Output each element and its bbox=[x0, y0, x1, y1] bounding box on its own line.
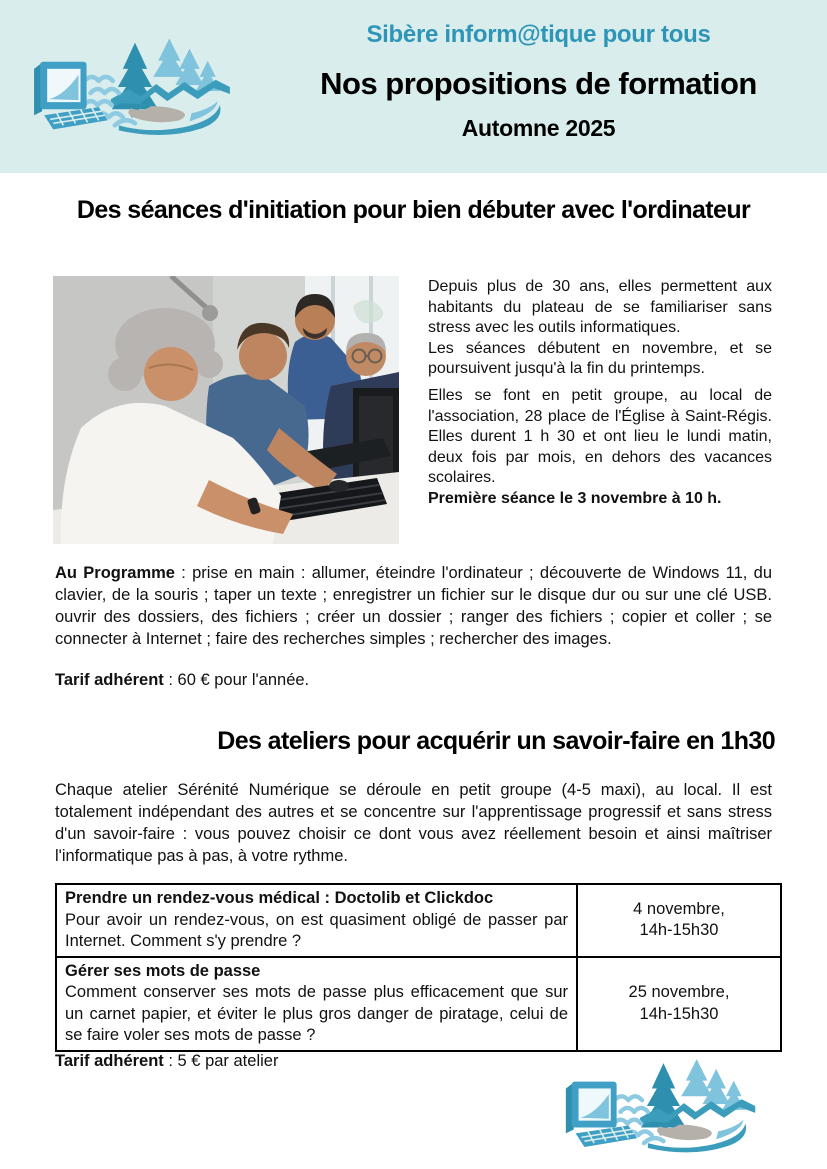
ateliers-intro: Chaque atelier Sérénité Numérique se déroule en petit groupe (4-5 maxi), au local. Il est totalement indépendant des autres et se concentre sur l'apprentissage progressif et sans stress d'un savoir-faire : vous pouvez choisir ce dont vous avez réellement besoin et ainsi maîtriser l'informatique pas à pas, à votre rythme. bbox=[55, 781, 772, 865]
section2-heading: Des ateliers pour acquérir un savoir-faire en 1h30 bbox=[217, 727, 775, 755]
table-row bbox=[56, 957, 781, 1051]
programme-paragraph bbox=[55, 562, 772, 650]
sibere-informatique-logo-footer bbox=[560, 1053, 765, 1161]
programme-label: Au Programme bbox=[55, 564, 175, 582]
tarif-atelier bbox=[55, 1052, 278, 1071]
tarif-atelier-label: Tarif adhérent bbox=[55, 1052, 164, 1070]
workshops-table bbox=[55, 883, 782, 1052]
workshop-date-cell bbox=[577, 957, 781, 1051]
workshop-date-cell bbox=[577, 884, 781, 957]
paragraph-seances: Les séances débutent en novembre, et se poursuivent jusqu'à la fin du printemps. bbox=[428, 339, 772, 378]
paragraph-depuis: Depuis plus de 30 ans, elles permettent aux habitants du plateau de se familiariser sans stress avec les outils informatiques. bbox=[428, 278, 772, 337]
section1-intro-column bbox=[428, 277, 772, 510]
tarif-atelier-text: : 5 € par atelier bbox=[163, 1052, 279, 1070]
workshop-motsdepasse-cell bbox=[56, 957, 577, 1051]
workshop-description: Comment conserver ses mots de passe plus efficacement que sur un carnet papier, et éviter le plus gros danger de piratage, celui de se faire voler ses mots de passe ? bbox=[65, 983, 568, 1044]
workshop-description: Pour avoir un rendez-vous, on est quasiment obligé de passer par Internet. Comment s'y prendre ? bbox=[65, 910, 568, 950]
document-title: Nos propositions de formation bbox=[320, 66, 757, 101]
tarif-initiation bbox=[55, 671, 309, 690]
workshop-doctolib-cell bbox=[56, 884, 577, 957]
sibere-informatique-logo bbox=[28, 32, 240, 144]
workshop-date-line1: 4 novembre, bbox=[633, 899, 725, 918]
header-text-block bbox=[262, 0, 815, 142]
workshop-date-line2: 14h-15h30 bbox=[639, 1004, 719, 1023]
tarif-initiation-text: : 60 € pour l'année. bbox=[163, 671, 310, 689]
tarif-initiation-label: Tarif adhérent bbox=[55, 671, 164, 689]
premiere-seance-note: Première séance le 3 novembre à 10 h. bbox=[428, 489, 722, 507]
brand-name: Sibère inform@tique pour tous bbox=[366, 21, 711, 48]
workshop-title: Gérer ses mots de passe bbox=[65, 961, 261, 980]
section1-heading: Des séances d'initiation pour bien débuter avec l'ordinateur bbox=[76, 196, 751, 224]
workshop-title: Prendre un rendez-vous médical : Doctolib et Clickdoc bbox=[65, 889, 494, 907]
paragraph-groupe: Elles se font en petit groupe, au local de l'association, 28 place de l'Église à Saint-Régis. Elles durent 1 h 30 et ont lieu le lundi matin, deux fois par mois, en dehors des vacances scolaires. bbox=[428, 386, 772, 487]
workshop-date-line1: 25 novembre, bbox=[628, 983, 730, 1001]
header-band bbox=[0, 0, 827, 173]
programme-text: : prise en main : allumer, éteindre l'ordinateur ; découverte de Windows 11, du clavier, de la souris ; taper un texte ; enregistrer un fichier sur le disque dur ou sur une clé USB. ouvrir des dossiers, des fichiers ; créer un dossier ; ranger des fichiers ; copier et coller ; se connecter à Internet ; faire des recherches simples ; rechercher des images. bbox=[55, 564, 773, 648]
document-subtitle: Automne 2025 bbox=[461, 115, 616, 141]
table-row bbox=[56, 884, 781, 957]
workshop-date-line2: 14h-15h30 bbox=[639, 921, 719, 940]
training-group-photo bbox=[53, 276, 399, 544]
